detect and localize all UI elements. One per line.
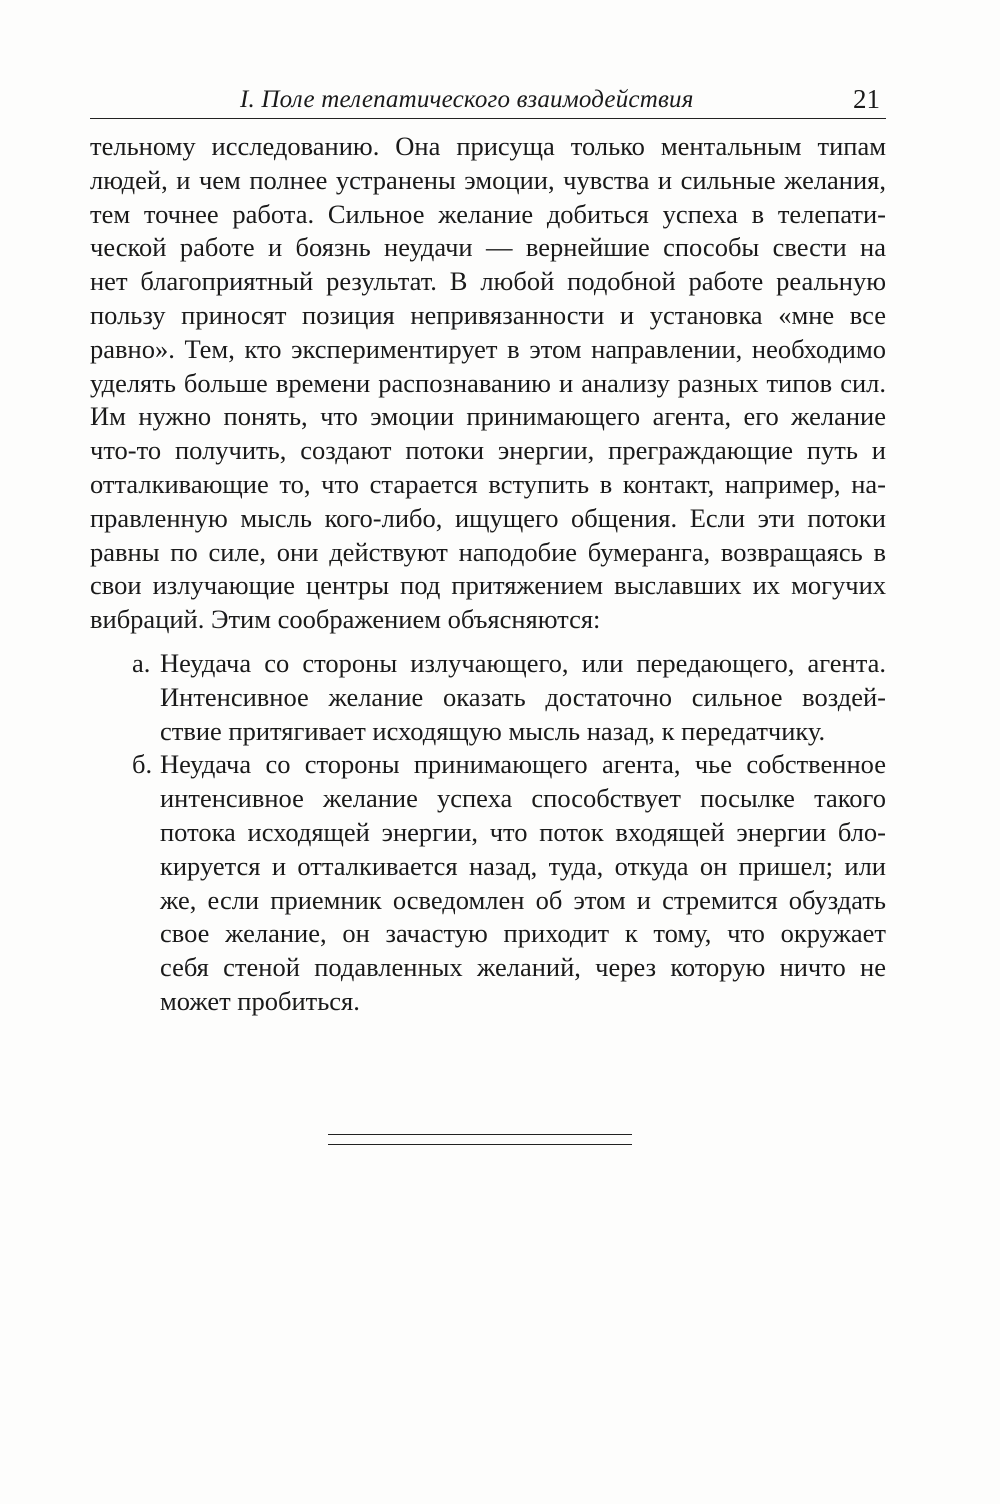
running-header [90, 84, 886, 119]
text-line: Им нужно понять, что эмоции принимающего агента, его желание [90, 401, 886, 432]
list-item-line: Интенсивное желание оказать достаточно сильное воздей- [160, 681, 886, 712]
list-marker: а. [132, 647, 151, 678]
text-line: нет благоприятный результат. В любой подобной работе реальную [90, 266, 886, 297]
text-line: тельному исследованию. Она присуща только ментальным типам [90, 131, 886, 161]
text-line: отталкивающие то, что старается вступить в контакт, например, на- [90, 468, 886, 499]
list-item-first-line [90, 647, 886, 681]
text-line: пользу приносят позиция непривязанности и установка «мне все [90, 299, 886, 330]
list-item-line: кируется и отталкивается назад, туда, откуда он пришел; или [160, 850, 886, 881]
text-line: свои излучающие центры под притяжением выславших их могучих [90, 570, 886, 601]
list-item-text: Неудача со стороны излучающего, или передающего, агента. [160, 647, 886, 678]
text-line: правленную мысль кого-либо, ищущего общения. Если эти потоки [90, 502, 886, 533]
list-item-text: Неудача со стороны принимающего агента, чье собственное [160, 749, 886, 780]
page-number: 21 [853, 84, 880, 114]
text-line: ческой работе и боязнь неудачи — вернейшие способы свести на [90, 232, 886, 263]
list-marker: б. [132, 749, 153, 780]
list-item-line: потока исходящей энергии, что поток входящей энергии бло- [160, 816, 886, 847]
text-line: людей, и чем полнее устранены эмоции, чувства и сильные желания, [90, 164, 886, 195]
section-end-double-rule [328, 1134, 632, 1145]
text-line: равны по силе, они действуют наподобие бумеранга, возвращаясь в [90, 536, 886, 567]
text-line: что-то получить, создают потоки энергии, преграждающие путь и [90, 435, 886, 466]
list-item-line: же, если приемник осведомлен об этом и стремится обуздать [160, 884, 886, 915]
enumerated-list [90, 647, 886, 1019]
list-item-line: интенсивное желание успеха способствует посылке такого [160, 783, 886, 814]
text-line: равно». Тем, кто экспериментирует в этом направлении, необходимо [90, 333, 886, 364]
text-line: уделять больше времени распознаванию и анализу разных типов сил. [90, 367, 886, 398]
list-item-first-line [90, 748, 886, 782]
paragraph [90, 130, 886, 637]
list-item-line: свое желание, он зачастую приходит к тому, что окружает [160, 918, 886, 949]
text-line: вибраций. Этим соображением объясняются: [90, 604, 601, 635]
list-item-line: себя стеной подавленных желаний, через которую ничто не [160, 952, 886, 983]
list-item-a [90, 647, 886, 748]
body-text [90, 130, 886, 1019]
list-item-b [90, 748, 886, 1018]
running-title: I. Поле телепатического взаимодействия [240, 86, 694, 113]
list-item-line: ствие притягивает исходящую мысль назад, к передатчику. [160, 715, 826, 746]
list-item-line: может пробиться. [160, 985, 360, 1016]
text-line: тем точнее работа. Сильное желание добиться успеха в телепати- [90, 198, 886, 229]
